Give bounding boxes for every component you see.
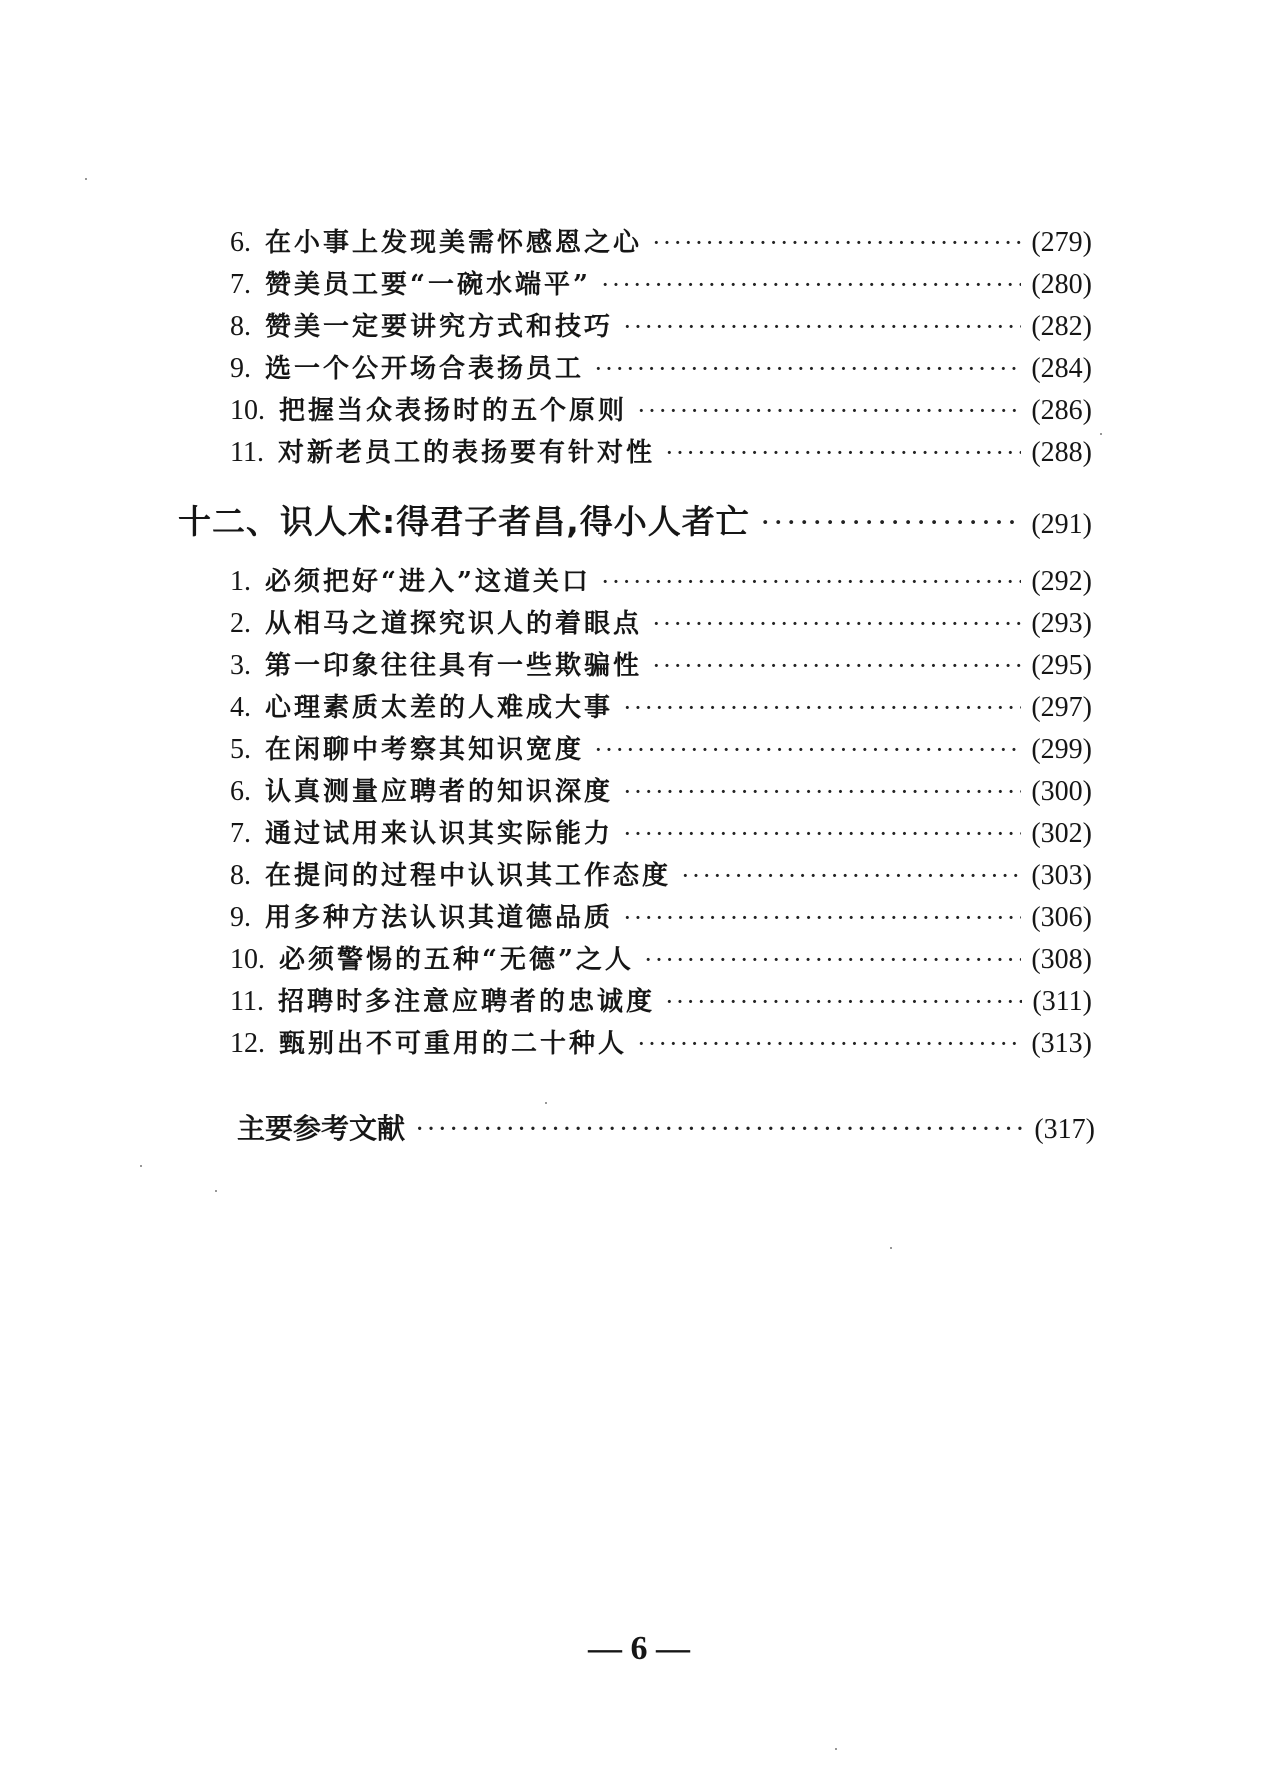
- entry-title: 把握当众表扬时的五个原则: [279, 396, 628, 426]
- scan-speck: [890, 1247, 892, 1249]
- toc-entry[interactable]: [230, 390, 1092, 427]
- toc-entry[interactable]: [230, 687, 1092, 724]
- references-entry[interactable]: [237, 1107, 1095, 1147]
- toc-entry[interactable]: [230, 981, 1092, 1018]
- entry-number: 9.: [230, 353, 251, 384]
- toc-entry[interactable]: [230, 222, 1092, 259]
- entry-title: 第一印象往往具有一些欺骗性: [265, 651, 643, 681]
- entry-number: 3.: [230, 650, 251, 681]
- entry-number: 2.: [230, 608, 251, 639]
- entry-title: 必须警惕的五种“无德”之人: [279, 945, 634, 975]
- entry-number: 5.: [230, 734, 251, 765]
- dot-leader: [601, 270, 1021, 300]
- entry-page: (293): [1031, 608, 1092, 639]
- entry-page: (292): [1031, 566, 1092, 597]
- chapter-title: 十二、识人术:得君子者昌,得小人者亡: [178, 502, 750, 541]
- entry-page: (282): [1031, 311, 1092, 342]
- entry-page: (295): [1031, 650, 1092, 681]
- toc-entry[interactable]: [230, 1023, 1092, 1060]
- dot-leader: [652, 228, 1021, 258]
- entry-page: (302): [1031, 818, 1092, 849]
- dot-leader: [594, 735, 1021, 765]
- entry-number: 7.: [230, 269, 251, 300]
- entry-number: 4.: [230, 692, 251, 723]
- toc-entry[interactable]: [230, 813, 1092, 850]
- scan-speck: [85, 178, 87, 180]
- entry-page: (303): [1031, 860, 1092, 891]
- toc-entry[interactable]: [230, 897, 1092, 934]
- entry-title: 心理素质太差的人难成大事: [265, 693, 614, 723]
- dot-leader: [665, 987, 1022, 1017]
- toc-entry[interactable]: [230, 561, 1092, 598]
- entry-page: (313): [1031, 1028, 1092, 1059]
- dot-leader: [644, 945, 1021, 975]
- entry-number: 7.: [230, 818, 251, 849]
- entry-title: 甄别出不可重用的二十种人: [279, 1029, 628, 1059]
- toc-entry[interactable]: [230, 645, 1092, 682]
- page-number: — 6 —: [588, 1630, 690, 1667]
- toc-entry[interactable]: [230, 348, 1092, 385]
- entry-title: 从相马之道探究识人的着眼点: [265, 609, 643, 639]
- entry-page: (306): [1031, 902, 1092, 933]
- dot-leader: [665, 438, 1021, 468]
- toc-entry[interactable]: [230, 729, 1092, 766]
- entry-page: (300): [1031, 776, 1092, 807]
- dot-leader: [623, 819, 1021, 849]
- entry-title: 赞美员工要“一碗水端平”: [265, 270, 591, 300]
- entry-title: 在小事上发现美需怀感恩之心: [265, 228, 643, 258]
- entry-number: 6.: [230, 227, 251, 258]
- entry-page: (280): [1031, 269, 1092, 300]
- dot-leader: [623, 312, 1021, 342]
- entry-number: 11.: [230, 437, 264, 468]
- entry-title: 在闲聊中考察其知识宽度: [265, 735, 585, 765]
- dot-leader: [601, 567, 1021, 597]
- scan-speck: [1100, 433, 1102, 435]
- entry-page: (308): [1031, 944, 1092, 975]
- scan-speck: [140, 1165, 142, 1167]
- entry-title: 赞美一定要讲究方式和技巧: [265, 312, 614, 342]
- entry-title: 通过试用来认识其实际能力: [265, 819, 614, 849]
- entry-title: 招聘时多注意应聘者的忠诚度: [277, 987, 655, 1017]
- entry-page: (284): [1031, 353, 1092, 384]
- toc-entry[interactable]: [230, 855, 1092, 892]
- references-title: 主要参考文献: [237, 1112, 406, 1145]
- toc-entry[interactable]: [230, 603, 1092, 640]
- entry-number: 8.: [230, 860, 251, 891]
- entry-page: (286): [1031, 395, 1092, 426]
- entry-title: 用多种方法认识其道德品质: [265, 903, 614, 933]
- dot-leader: [415, 1114, 1024, 1146]
- entry-number: 10.: [230, 395, 265, 426]
- entry-page: (311): [1032, 986, 1092, 1017]
- entry-page: (288): [1031, 437, 1092, 468]
- toc-entry[interactable]: [230, 771, 1092, 808]
- dot-leader: [623, 693, 1021, 723]
- toc-entry[interactable]: [230, 432, 1092, 469]
- entry-number: 6.: [230, 776, 251, 807]
- toc-entry[interactable]: [230, 306, 1092, 343]
- dot-leader: [652, 609, 1021, 639]
- entry-title: 选一个公开场合表扬员工: [265, 354, 585, 384]
- entry-page: (299): [1031, 734, 1092, 765]
- entry-number: 8.: [230, 311, 251, 342]
- dot-leader: [760, 505, 1022, 542]
- entry-title: 对新老员工的表扬要有针对性: [277, 438, 655, 468]
- entry-page: (279): [1031, 227, 1092, 258]
- chapter-heading[interactable]: [178, 496, 1092, 543]
- toc-entry[interactable]: [230, 264, 1092, 301]
- dot-leader: [637, 396, 1021, 426]
- toc-entry[interactable]: [230, 939, 1092, 976]
- scan-speck: [215, 1190, 217, 1192]
- scan-speck: [545, 1102, 547, 1104]
- dot-leader: [681, 861, 1021, 891]
- dot-leader: [623, 777, 1021, 807]
- entry-title: 在提问的过程中认识其工作态度: [265, 861, 672, 891]
- dot-leader: [637, 1029, 1021, 1059]
- entry-number: 9.: [230, 902, 251, 933]
- entry-number: 11.: [230, 986, 264, 1017]
- entry-title: 认真测量应聘者的知识深度: [265, 777, 614, 807]
- dot-leader: [623, 903, 1021, 933]
- scan-speck: [835, 1748, 837, 1750]
- entry-number: 1.: [230, 566, 251, 597]
- entry-page: (297): [1031, 692, 1092, 723]
- dot-leader: [594, 354, 1021, 384]
- chapter-page: (291): [1031, 509, 1092, 540]
- references-page: (317): [1034, 1114, 1095, 1145]
- entry-number: 10.: [230, 944, 265, 975]
- entry-number: 12.: [230, 1028, 265, 1059]
- entry-title: 必须把好“进入”这道关口: [265, 567, 591, 597]
- dot-leader: [652, 651, 1021, 681]
